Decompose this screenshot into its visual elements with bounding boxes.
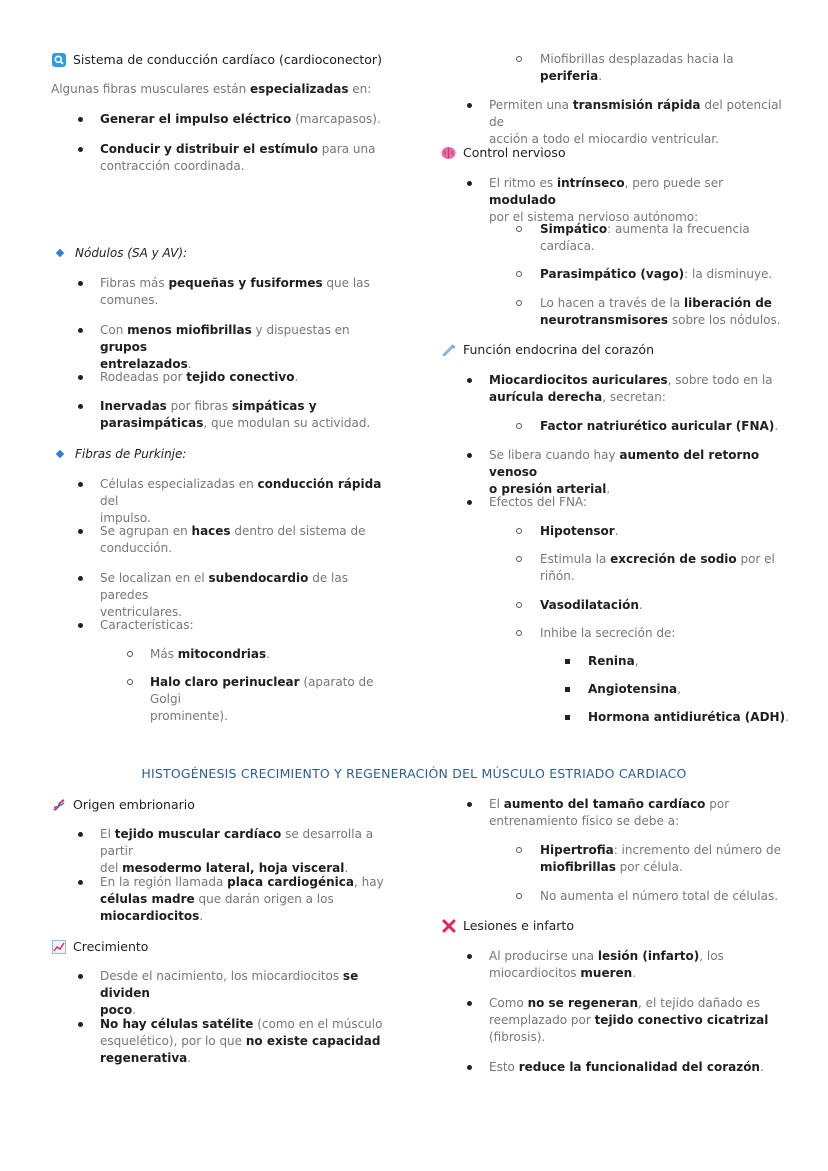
list-item [489, 372, 789, 406]
text: . [632, 966, 637, 980]
text: . [759, 1060, 764, 1074]
bullet [78, 576, 83, 581]
text: del [100, 494, 119, 508]
heading-text: Origen embrionario [73, 797, 195, 812]
text: , sobre todo en la [667, 373, 773, 387]
text-bold: mesodermo lateral, hoja visceral [122, 861, 345, 875]
sub-list-item [150, 646, 400, 663]
text: : incremento del número de [613, 843, 781, 857]
bullet [78, 880, 83, 885]
text: Lo hacen a través de la [540, 296, 685, 310]
heading-crecimiento [51, 939, 148, 954]
text-bold: Renina [588, 654, 635, 668]
text-bold: Vasodilatación [540, 598, 639, 612]
cross-mark-icon [441, 918, 456, 933]
text: miocardiocitos [489, 966, 581, 980]
section-title: HISTOGÉNESIS CRECIMIENTO Y REGENERACIÓN DEL MÚSCULO ESTRIADO CARDIACO [141, 766, 687, 781]
text: conducción. [100, 541, 173, 555]
text-bold: placa cardiogénica [227, 875, 354, 889]
sub-list-item [540, 266, 790, 283]
bullet [467, 378, 472, 383]
text-bold: grupos [100, 340, 148, 354]
text-bold: intrínseco [557, 176, 625, 190]
circle-bullet [516, 602, 522, 608]
bullet [467, 1001, 472, 1006]
list-item [100, 523, 400, 557]
heading-control-nervioso [441, 145, 566, 160]
text-bold: Hipertrofia [540, 843, 614, 857]
bullet [78, 328, 83, 333]
text: riñón. [540, 569, 575, 583]
text: , pero puede ser [624, 176, 724, 190]
list-item [100, 476, 400, 527]
text: : aumenta la frecuencia [607, 222, 750, 236]
text: Permiten una [489, 98, 573, 112]
syringe-icon [441, 342, 456, 357]
text: El [100, 827, 115, 841]
text-bold: Inervadas [100, 399, 167, 413]
text: . [638, 598, 643, 612]
sub-list-item [540, 551, 790, 585]
text-bold: Hormona antidiurética (ADH) [588, 710, 786, 724]
sub-list-item [540, 597, 790, 614]
list-item [100, 398, 400, 432]
search-square-icon [51, 52, 66, 67]
text: . [774, 419, 779, 433]
text: del potencial de [489, 98, 782, 129]
text-bold: haces [191, 524, 231, 538]
text-bold: lesión (infarto) [597, 949, 700, 963]
sub-list-item [540, 295, 790, 329]
bullet [467, 181, 472, 186]
list-item [100, 322, 400, 373]
text-bold: No hay células satélite [100, 1017, 254, 1031]
sub-sub-list-item [588, 653, 788, 670]
text-bold: menos miofibrillas [127, 323, 252, 337]
text-bold: mitocondrias [177, 647, 267, 661]
circle-bullet [516, 630, 522, 636]
text-bold: aumento del tamaño cardíaco [503, 797, 706, 811]
bullet [467, 954, 472, 959]
text-bold: neurotransmisores [540, 313, 669, 327]
text: No aumenta el número total de células. [540, 889, 779, 903]
text-bold: modulado [489, 193, 556, 207]
bullet [467, 802, 472, 807]
circle-bullet [516, 423, 522, 429]
bullet [78, 529, 83, 534]
heading-text: Sistema de conducción cardíaco (cardioconector) [73, 52, 382, 67]
sub-sub-list-item [588, 709, 808, 726]
text: entrenamiento físico se debe a: [489, 814, 680, 828]
heading-text: Crecimiento [73, 939, 149, 954]
bullet [78, 117, 83, 122]
list-item [100, 1016, 400, 1067]
square-bullet [565, 715, 570, 720]
subheading-nodulos [55, 246, 187, 260]
text: Como [489, 996, 528, 1010]
list-item [100, 111, 400, 128]
text-bold: aurícula derecha [489, 390, 603, 404]
text: . [187, 1051, 192, 1065]
text: que darán origen a los [194, 892, 334, 906]
text: reemplazado por [489, 1013, 595, 1027]
list-item [100, 570, 400, 621]
text: que las [322, 276, 370, 290]
text-bold: Factor natriurético auricular (FNA) [540, 419, 775, 433]
list-item [489, 97, 789, 148]
heading-funcion-endocrina [441, 342, 654, 357]
text: . [132, 1003, 137, 1017]
heading-text: Lesiones e infarto [463, 918, 574, 933]
text: prominente). [150, 709, 228, 723]
bullet [78, 147, 83, 152]
intro-line [51, 81, 371, 98]
sub-list-item [540, 523, 790, 540]
bullet [78, 482, 83, 487]
text: Se agrupan en [100, 524, 192, 538]
text-bold: tejido muscular cardíaco [114, 827, 282, 841]
text: Se localizan en el [100, 571, 209, 585]
circle-bullet [127, 679, 133, 685]
sub-list-item [540, 888, 800, 905]
square-bullet [565, 659, 570, 664]
heading-sistema-conduccion [51, 52, 382, 67]
text-bold: Generar el impulso eléctrico [100, 112, 292, 126]
diamond-bullet [56, 249, 64, 257]
list-item [100, 826, 400, 877]
bullet [467, 103, 472, 108]
text-bold: pequeñas y fusiformes [168, 276, 323, 290]
text-bold: transmisión rápida [572, 98, 701, 112]
text-bold: conducción rápida [257, 477, 382, 491]
chart-icon [51, 939, 66, 954]
sub-list-item [540, 51, 790, 85]
text: Desde el nacimiento, los miocardiocitos [100, 969, 343, 983]
text-bold: células madre [100, 892, 195, 906]
list-item [100, 617, 400, 634]
text-bold: miocardiocitos [100, 909, 200, 923]
text: Algunas fibras musculares están [51, 82, 250, 96]
text: de las paredes [100, 571, 348, 602]
sub-list-item [540, 221, 790, 255]
circle-bullet [516, 556, 522, 562]
list-item [100, 968, 400, 1019]
circle-bullet [516, 847, 522, 853]
text: Con [100, 323, 128, 337]
text: por [705, 797, 730, 811]
text: ventriculares. [100, 605, 183, 619]
text: por el [736, 552, 775, 566]
list-item [489, 796, 789, 830]
circle-bullet [516, 528, 522, 534]
bullet [78, 375, 83, 380]
text: comunes. [100, 293, 159, 307]
text: dentro del sistema de [230, 524, 366, 538]
bullet [467, 500, 472, 505]
list-item [489, 1059, 789, 1076]
text: por célula. [615, 860, 683, 874]
text: Esto [489, 1060, 519, 1074]
bullet [78, 832, 83, 837]
bullet [78, 623, 83, 628]
text-bold: poco [100, 1003, 133, 1017]
text-bold: subendocardio [208, 571, 309, 585]
text-bold: reduce la funcionalidad del corazón [518, 1060, 760, 1074]
bullet [467, 453, 472, 458]
text-bold: Angiotensina [588, 682, 678, 696]
subheading-purkinje [55, 447, 186, 461]
text: contracción coordinada. [100, 159, 245, 173]
circle-bullet [516, 300, 522, 306]
text-bold: Conducir y distribuir el estímulo [100, 142, 318, 156]
circle-bullet [516, 271, 522, 277]
circle-bullet [127, 651, 133, 657]
text: Rodeadas por [100, 370, 187, 384]
text-bold: Halo claro perinuclear [150, 675, 300, 689]
text-bold: especializadas [250, 82, 349, 96]
text-bold: mueren [580, 966, 633, 980]
text: en: [348, 82, 372, 96]
text-bold: liberación de [684, 296, 772, 310]
text: El ritmo es [489, 176, 557, 190]
text-bold: Hipotensor [540, 524, 615, 538]
circle-bullet [516, 226, 522, 232]
text-bold: no existe capacidad [245, 1034, 381, 1048]
text: y dispuestas en [251, 323, 350, 337]
text: Se libera cuando hay [489, 448, 620, 462]
list-item [489, 494, 789, 511]
square-bullet [565, 687, 570, 692]
text: . [294, 370, 299, 384]
text: (como en el músculo [253, 1017, 383, 1031]
text: Fibras más [100, 276, 169, 290]
text: para una [317, 142, 376, 156]
text: , el tejido dañado es [638, 996, 761, 1010]
text-bold: excreción de sodio [610, 552, 737, 566]
text: , que modulan su actividad. [203, 416, 371, 430]
text: sobre los nódulos. [668, 313, 781, 327]
text-bold: tejido conectivo [186, 370, 295, 384]
diamond-bullet [56, 450, 64, 458]
list-item [100, 275, 400, 309]
text: por fibras [166, 399, 232, 413]
text: Inhibe la secreción de: [540, 626, 676, 640]
text-bold: regenerativa [100, 1051, 188, 1065]
text: Células especializadas en [100, 477, 258, 491]
sub-list-item [540, 625, 790, 642]
bullet [78, 281, 83, 286]
text: Al producirse una [489, 949, 598, 963]
text: . [785, 710, 789, 724]
text: . [614, 524, 619, 538]
list-item [489, 175, 789, 226]
list-item [100, 874, 400, 925]
text: , los [699, 949, 724, 963]
text: . [199, 909, 204, 923]
circle-bullet [516, 56, 522, 62]
text: En la región llamada [100, 875, 228, 889]
text-bold: Simpático [540, 222, 608, 236]
text: , hay [354, 875, 384, 889]
text: . [266, 647, 270, 661]
text: impulso. [100, 511, 151, 525]
text: , [634, 654, 639, 668]
text: (aparato de Golgi [150, 675, 374, 706]
text: El [489, 797, 504, 811]
text: Características: [100, 618, 194, 632]
list-item [489, 447, 789, 498]
list-item [489, 995, 789, 1046]
text-bold: no se regeneran [527, 996, 639, 1010]
bullet [78, 1022, 83, 1027]
circle-bullet [516, 893, 522, 899]
text-bold: se dividen [100, 969, 359, 1000]
text: , [677, 682, 681, 696]
text-bold: simpáticas y [231, 399, 317, 413]
text: . [344, 861, 349, 875]
text: . [187, 357, 192, 371]
text-bold: Parasimpático (vago) [540, 267, 685, 281]
heading-text: Control nervioso [463, 145, 566, 160]
text: cardíaca. [540, 239, 595, 253]
text: esquelético), por lo que [100, 1034, 246, 1048]
sub-list-item [540, 418, 790, 435]
text: por el sistema nervioso autónomo: [489, 210, 699, 224]
text-bold: aumento del retorno venoso [489, 448, 760, 479]
dna-icon [51, 797, 66, 812]
text: acción a todo el miocardio ventricular. [489, 132, 719, 146]
bullet [78, 404, 83, 409]
sub-list-item [150, 674, 400, 725]
text: (marcapasos). [291, 112, 381, 126]
text-bold: o presión arterial [489, 482, 607, 496]
text-bold: periferia [540, 69, 599, 83]
text: Nódulos (SA y AV): [75, 246, 188, 260]
text-bold: Miocardiocitos auriculares [489, 373, 668, 387]
heading-text: Función endocrina del corazón [463, 342, 654, 357]
text: Más [150, 647, 178, 661]
text-bold: miofibrillas [540, 860, 616, 874]
bullet [78, 974, 83, 979]
brain-icon [441, 145, 456, 160]
text: . [598, 69, 603, 83]
list-item [489, 948, 789, 982]
text: Efectos del FNA: [489, 495, 587, 509]
text: se desarrolla a partir [100, 827, 374, 858]
text: Estimula la [540, 552, 611, 566]
text-bold: tejido conectivo cicatrizal [594, 1013, 769, 1027]
bullet [467, 1065, 472, 1070]
text: , secretan: [602, 390, 666, 404]
sub-sub-list-item [588, 681, 788, 698]
sub-list-item [540, 842, 790, 876]
heading-lesiones [441, 918, 574, 933]
heading-origen-embrionario [51, 797, 195, 812]
text: Fibras de Purkinje: [75, 447, 187, 461]
text: : la disminuye. [684, 267, 773, 281]
text-bold: parasimpáticas [100, 416, 204, 430]
text: (fibrosis). [489, 1030, 546, 1044]
text: . [606, 482, 611, 496]
text-bold: entrelazados [100, 357, 188, 371]
text: Miofibrillas desplazadas hacia la [540, 52, 734, 66]
list-item [100, 369, 400, 386]
list-item [100, 141, 400, 175]
text: del [100, 861, 123, 875]
